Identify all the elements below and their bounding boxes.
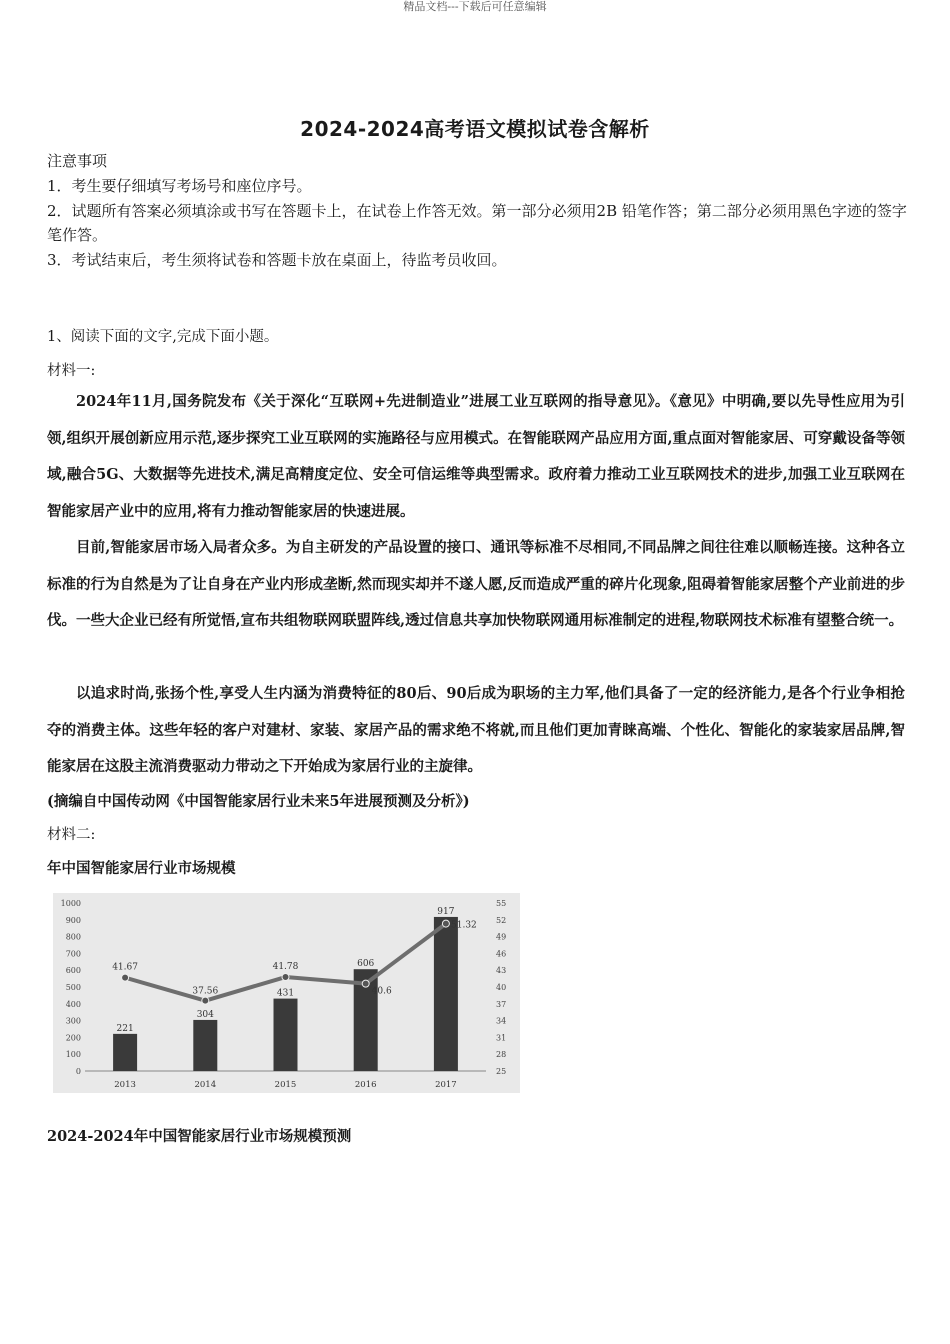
line-point	[362, 980, 369, 987]
right-axis-tick-label: 25	[496, 1067, 507, 1076]
line-value-label: 41.78	[272, 962, 299, 973]
header-note: 精品文档---下载后可任意编辑	[403, 0, 547, 13]
line-value-label: 51.32	[451, 920, 477, 931]
left-axis-tick-label: 800	[65, 932, 81, 942]
notice-item-1: 1．考生要仔细填写考场号和座位序号。	[47, 177, 312, 195]
right-axis-tick-label: 37	[496, 999, 507, 1009]
left-axis-tick-label: 700	[65, 949, 81, 959]
question-heading: 1、阅读下面的文字,完成下面小题。	[47, 329, 279, 345]
left-axis-tick-label: 500	[65, 983, 81, 992]
bar	[193, 1020, 217, 1071]
line-value-label: 40.6	[371, 986, 392, 997]
x-tick-label: 2015	[274, 1080, 297, 1090]
right-axis-tick-label: 40	[496, 983, 507, 992]
market-size-chart	[53, 893, 520, 1093]
left-axis-tick-label: 300	[65, 1016, 81, 1026]
notice-item-2: 2．试题所有答案必须填涂或书写在答题卡上，在试卷上作答无效。第一部分必须用2B 铅笔作答；第二部分必须用黑色字迹的签字笔作答。	[47, 202, 907, 244]
paragraph-3: 以追求时尚,张扬个性,享受人生内涵为消费特征的80后、90后成为职场的主力军,他们具备了一定的经济能力,是各个行业争相抢夺的消费主体。这些年轻的客户对建材、家装、家居产品的需求绝不将就,而且他们更加青睐高端、个性化、智能化的家装家居品牌,智能家居在这股主流消费驱动力带动之下开始成为家居行业的主旋律。	[47, 685, 905, 775]
right-axis-tick-label: 46	[496, 949, 507, 959]
x-tick-label: 2017	[435, 1080, 457, 1090]
right-axis-tick-label: 43	[496, 966, 507, 976]
right-axis-tick-label: 52	[496, 915, 507, 925]
x-tick-label: 2016	[354, 1080, 377, 1090]
line-point	[282, 974, 289, 981]
chart-svg	[53, 893, 520, 1093]
line-point	[122, 974, 129, 981]
bar-value-label: 221	[116, 1023, 134, 1034]
right-axis-tick-label: 49	[496, 932, 507, 942]
right-axis-tick-label: 55	[496, 899, 507, 908]
left-axis-tick-label: 100	[65, 1050, 81, 1060]
material-one-label: 材料一:	[47, 363, 96, 379]
forecast-caption: 2024-2024年中国智能家居行业市场规模预测	[47, 1128, 352, 1145]
notice-item-3: 3．考试结束后，考生须将试卷和答题卡放在桌面上，待监考员收回。	[47, 251, 507, 269]
bar	[274, 999, 298, 1071]
bar-value-label: 606	[357, 959, 375, 970]
paragraph-1: 2024年11月,国务院发布《关于深化“互联网+先进制造业”进展工业互联网的指导意见》。《意见》中明确,要以先导性应用为引领,组织开展创新应用示范,逐步探究工业互联网的实施路径与应用模式。在智能联网产品应用方面,重点面对智能家居、可穿戴设备等领域,融合5G、大数据等先进技术,满足高精度定位、安全可信运维等典型需求。政府着力推动工业互联网技术的进步,加强工业互联网在智能家居产业中的应用,将有力推动智能家居的快速进展。	[47, 393, 905, 520]
paragraph-2: 目前,智能家居市场入局者众多。为自主研发的产品设置的接口、通讯等标准不尽相同,不同品牌之间往往难以顺畅连接。这种各立标准的行为自然是为了让自身在产业内形成垄断,然而现实却并不遂人愿,反而造成严重的碎片化现象,阻碍着智能家居整个产业前进的步伐。一些大企业已经有所觉悟,宣布共组物联网联盟阵线,透过信息共享加快物联网通用标准制定的进程,物联网技术标准有望整合统一。	[47, 539, 905, 629]
right-axis-tick-label: 34	[496, 1016, 507, 1026]
right-axis-tick-label: 28	[496, 1050, 507, 1060]
source-citation: (摘编自中国传动网《中国智能家居行业未来5年进展预测及分析》)	[47, 793, 470, 810]
material-two-label: 材料二:	[47, 827, 96, 843]
chart-caption: 年中国智能家居行业市场规模	[47, 860, 236, 877]
line-point	[202, 997, 209, 1004]
line-value-label: 41.67	[112, 962, 138, 973]
line-value-label: 37.56	[192, 986, 219, 997]
bar-value-label: 304	[196, 1009, 214, 1020]
right-axis-tick-label: 31	[496, 1033, 507, 1043]
bar-value-label: 917	[437, 906, 455, 917]
notice-title: 注意事项	[47, 152, 108, 170]
left-axis-tick-label: 900	[65, 915, 81, 925]
left-axis-tick-label: 1000	[60, 899, 81, 908]
bar-value-label: 431	[276, 988, 295, 999]
left-axis-tick-label: 0	[75, 1067, 81, 1076]
left-axis-tick-label: 600	[65, 966, 81, 976]
x-tick-label: 2013	[114, 1080, 136, 1090]
left-axis-tick-label: 400	[65, 999, 81, 1009]
left-axis-tick-label: 200	[65, 1033, 81, 1043]
bar	[434, 917, 458, 1071]
x-tick-label: 2014	[194, 1080, 217, 1090]
line-point	[442, 920, 449, 927]
bar	[113, 1034, 137, 1071]
page-title: 2024-2024高考语文模拟试卷含解析	[300, 117, 650, 141]
